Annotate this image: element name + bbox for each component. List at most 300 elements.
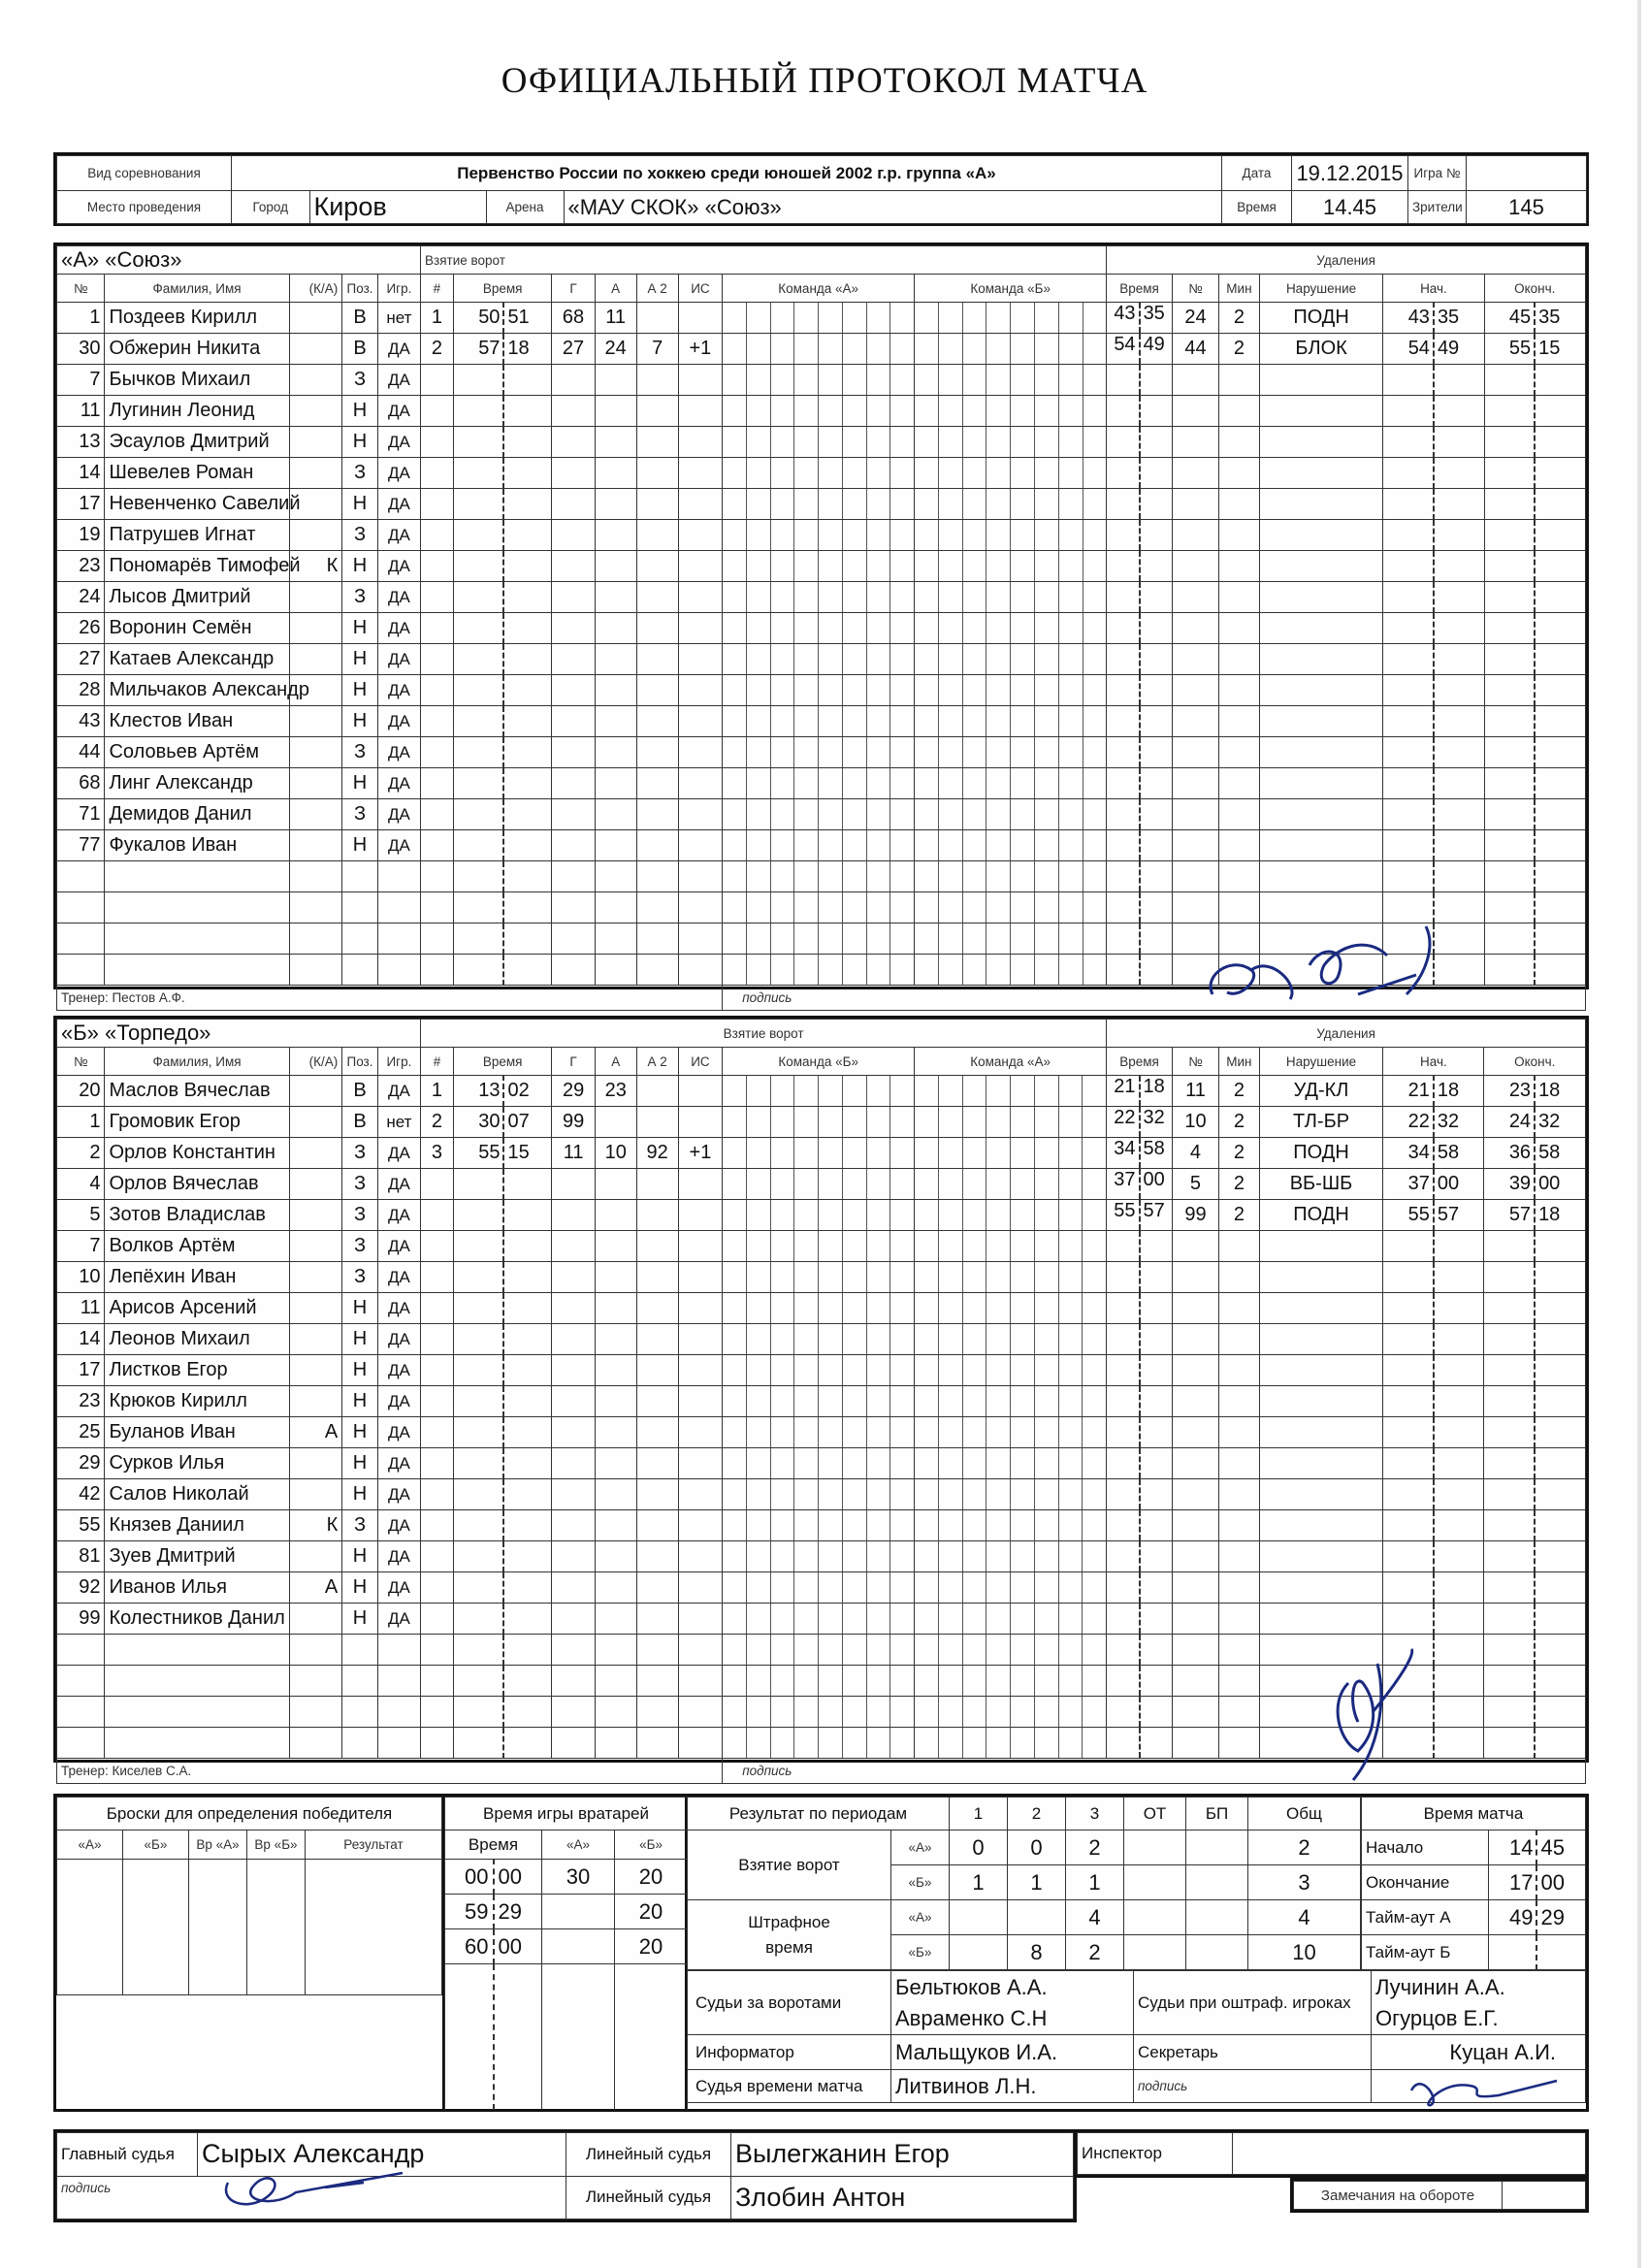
goal-situation bbox=[678, 830, 723, 861]
player-number: 19 bbox=[57, 520, 105, 551]
goal-index bbox=[421, 1200, 454, 1231]
summary-block bbox=[53, 1794, 1589, 2112]
goal-assist-1 bbox=[595, 768, 636, 799]
player-name-text: Шевелев Роман bbox=[109, 462, 254, 483]
penalty-end-min bbox=[1484, 1324, 1535, 1355]
player-played: ДА bbox=[377, 1448, 420, 1479]
penalty-minutes bbox=[1219, 955, 1260, 986]
player-number: 44 bbox=[57, 737, 105, 768]
goal-sec bbox=[503, 768, 551, 799]
player-captain-mark bbox=[289, 799, 342, 830]
goal-index bbox=[421, 1293, 454, 1324]
goal-assist-2 bbox=[636, 1386, 678, 1417]
penalty-sec bbox=[1139, 1541, 1172, 1571]
penalty-start-min: 34 bbox=[1383, 1138, 1434, 1169]
goal-scorer bbox=[552, 1262, 595, 1293]
goal-assist-2 bbox=[636, 1417, 678, 1448]
goal-assist-1 bbox=[595, 955, 636, 986]
shootout-title: Броски для определения победителя bbox=[57, 1798, 442, 1831]
player-name bbox=[105, 582, 289, 613]
lineup-grid-cell bbox=[723, 737, 915, 768]
penalty-violation bbox=[1259, 1635, 1383, 1666]
goal-scorer bbox=[552, 1355, 595, 1386]
goal-assist-1 bbox=[595, 1107, 636, 1138]
period-value bbox=[950, 1900, 1008, 1935]
penalty-end-min bbox=[1484, 861, 1535, 892]
goal-assist-1 bbox=[595, 830, 636, 861]
goal-sec bbox=[503, 1293, 551, 1324]
goal-scorer: 99 bbox=[552, 1107, 595, 1138]
penalty-min bbox=[1107, 768, 1138, 798]
penalty-min bbox=[1107, 427, 1138, 457]
player-position: В bbox=[342, 303, 377, 334]
penalty-start-sec bbox=[1434, 737, 1484, 768]
goal-assist-2 bbox=[636, 1479, 678, 1510]
penalty-start-sec bbox=[1434, 1572, 1484, 1604]
penalty-time bbox=[1107, 768, 1173, 799]
goal-situation bbox=[678, 613, 723, 644]
goal-assist-2 bbox=[636, 1355, 678, 1386]
player-name-text: Салов Николай bbox=[109, 1483, 249, 1505]
goal-sec bbox=[503, 675, 551, 706]
penalty-minutes bbox=[1219, 1231, 1260, 1262]
goal-index bbox=[421, 1666, 454, 1697]
goal-assist-2 bbox=[636, 768, 678, 799]
lineup-grid-cell bbox=[723, 1169, 915, 1200]
player-played: ДА bbox=[377, 1510, 420, 1541]
penalty-time bbox=[1107, 1355, 1173, 1386]
penalty-sec bbox=[1139, 427, 1172, 457]
player-captain-mark bbox=[289, 830, 342, 861]
player-name bbox=[105, 1697, 289, 1728]
lineup-grid-cell bbox=[723, 1448, 915, 1479]
goal-assist-1 bbox=[595, 1572, 636, 1604]
period-value: 4 bbox=[1066, 1900, 1124, 1935]
penalty-minutes bbox=[1219, 551, 1260, 582]
player-number: 11 bbox=[57, 396, 105, 427]
column-header: Нарушение bbox=[1259, 275, 1383, 303]
penalty-min bbox=[1107, 861, 1138, 891]
lineup-grid-cell bbox=[915, 923, 1107, 955]
player-captain-mark bbox=[289, 768, 342, 799]
penalty-min bbox=[1107, 706, 1138, 736]
goal-situation bbox=[678, 1076, 723, 1107]
player-position bbox=[342, 1635, 377, 1666]
player-position: Н bbox=[342, 489, 377, 520]
goal-sec bbox=[503, 1355, 551, 1386]
player-captain-mark bbox=[289, 1138, 342, 1169]
penalty-minutes bbox=[1219, 1604, 1260, 1635]
goal-assist-2 bbox=[636, 737, 678, 768]
player-number: 23 bbox=[57, 551, 105, 582]
goal-index bbox=[421, 1169, 454, 1200]
player-captain-mark bbox=[289, 613, 342, 644]
goalie-b: 20 bbox=[615, 1929, 688, 1964]
period-value: 1 bbox=[950, 1865, 1008, 1900]
penalty-min bbox=[1107, 1324, 1138, 1354]
lineup-grid-cell bbox=[723, 1324, 915, 1355]
penalty-minutes bbox=[1219, 489, 1260, 520]
goal-index bbox=[421, 1479, 454, 1510]
penalty-end-sec bbox=[1535, 1448, 1585, 1479]
goal-sec bbox=[503, 1666, 551, 1697]
player-position bbox=[342, 923, 377, 955]
player-number: 99 bbox=[57, 1604, 105, 1635]
penalty-start-min bbox=[1383, 1417, 1434, 1448]
goal-sec bbox=[503, 830, 551, 861]
goal-assist-1 bbox=[595, 365, 636, 396]
goal-min bbox=[453, 1200, 503, 1231]
penalty-end-sec bbox=[1535, 706, 1585, 737]
penalty-start-sec: 58 bbox=[1434, 1138, 1484, 1169]
penalty-end-sec bbox=[1535, 489, 1585, 520]
penalty-start-sec bbox=[1434, 1510, 1484, 1541]
goal-index bbox=[421, 582, 454, 613]
player-name-text: Катаев Александр bbox=[109, 648, 275, 669]
penalty-minutes bbox=[1219, 396, 1260, 427]
column-header: № bbox=[1172, 275, 1218, 303]
penalty-start-sec bbox=[1434, 799, 1484, 830]
penalty-end-min bbox=[1484, 1666, 1535, 1697]
goal-min bbox=[453, 1293, 503, 1324]
penalty-end-sec bbox=[1535, 768, 1585, 799]
player-number: 7 bbox=[57, 1231, 105, 1262]
lineup-grid-cell bbox=[723, 1138, 915, 1169]
penalty-end-sec bbox=[1535, 1262, 1585, 1293]
penalty-end-sec: 18 bbox=[1535, 1076, 1585, 1107]
player-position: Н bbox=[342, 1604, 377, 1635]
column-header: # bbox=[421, 1048, 454, 1076]
penalty-player bbox=[1172, 1231, 1218, 1262]
goal-assist-2 bbox=[636, 1604, 678, 1635]
penalty-player bbox=[1172, 365, 1218, 396]
sign-label: подпись bbox=[1134, 2070, 1372, 2103]
goalie-b: 20 bbox=[615, 1895, 688, 1929]
lineup-grid-cell bbox=[915, 706, 1107, 737]
player-number: 29 bbox=[57, 1448, 105, 1479]
lineup-grid-cell bbox=[915, 1635, 1107, 1666]
goal-situation bbox=[678, 1293, 723, 1324]
period-col: БП bbox=[1186, 1798, 1248, 1831]
goal-judges-label: Судьи за воротами bbox=[688, 1971, 891, 2035]
player-name-text: Невенченко Савелий bbox=[109, 493, 301, 514]
penalty-player bbox=[1172, 1479, 1218, 1510]
lineup-grid-cell bbox=[723, 1293, 915, 1324]
player-number: 23 bbox=[57, 1386, 105, 1417]
goal-index bbox=[421, 427, 454, 458]
goal-situation bbox=[678, 520, 723, 551]
player-played bbox=[377, 1697, 420, 1728]
penalty-violation bbox=[1259, 892, 1383, 923]
player-captain-mark bbox=[289, 1107, 342, 1138]
goal-scorer bbox=[552, 1728, 595, 1759]
player-name bbox=[105, 303, 289, 334]
team-name: «А» «Союз» bbox=[57, 246, 421, 275]
goal-sec bbox=[503, 1386, 551, 1417]
player-captain-mark bbox=[289, 644, 342, 675]
penalty-minutes bbox=[1219, 1479, 1260, 1510]
lineup-grid-cell bbox=[915, 1386, 1107, 1417]
penalty-start-sec bbox=[1434, 582, 1484, 613]
column-header: ИС bbox=[678, 1048, 723, 1076]
goal-sec bbox=[503, 1231, 551, 1262]
player-position bbox=[342, 1728, 377, 1759]
goal-assist-2 bbox=[636, 582, 678, 613]
penalty-time bbox=[1107, 1604, 1173, 1635]
penalty-player bbox=[1172, 613, 1218, 644]
penalty-player bbox=[1172, 1448, 1218, 1479]
penalty-end-min bbox=[1484, 1572, 1535, 1604]
goal-min bbox=[453, 1635, 503, 1666]
coach-name: Тренер: Киселев С.А. bbox=[57, 1759, 723, 1784]
penalty-time bbox=[1107, 1386, 1173, 1417]
player-captain-mark bbox=[289, 1076, 342, 1107]
referee-block bbox=[53, 2129, 1077, 2222]
penalty-end-min bbox=[1484, 1728, 1535, 1759]
penalty-sec bbox=[1139, 1728, 1172, 1758]
penalty-start-min bbox=[1383, 830, 1434, 861]
penalty-min bbox=[1107, 1541, 1138, 1571]
goal-scorer bbox=[552, 613, 595, 644]
player-name bbox=[105, 768, 289, 799]
player-name-text: Бычков Михаил bbox=[109, 369, 251, 390]
penalty-player bbox=[1172, 1697, 1218, 1728]
penalty-minutes bbox=[1219, 1572, 1260, 1604]
penalty-player: 5 bbox=[1172, 1169, 1218, 1200]
period-value bbox=[1124, 1935, 1186, 1970]
goal-assist-2: 92 bbox=[636, 1138, 678, 1169]
goal-assist-2 bbox=[636, 955, 678, 986]
lineup-grid-cell bbox=[915, 1728, 1107, 1759]
goal-sec bbox=[503, 799, 551, 830]
goal-min bbox=[453, 489, 503, 520]
goal-sec bbox=[503, 1697, 551, 1728]
goal-sec bbox=[503, 489, 551, 520]
penalty-sec: 49 bbox=[1139, 334, 1172, 364]
goal-index bbox=[421, 396, 454, 427]
column-header: (К/А) bbox=[289, 1048, 342, 1076]
player-captain-mark bbox=[289, 737, 342, 768]
player-name bbox=[105, 644, 289, 675]
goalie-time-title: Время игры вратарей bbox=[445, 1798, 688, 1831]
team-b-block bbox=[53, 1016, 1589, 1778]
penalty-violation bbox=[1259, 861, 1383, 892]
goal-situation bbox=[678, 1510, 723, 1541]
penalty-sec bbox=[1139, 675, 1172, 705]
penalty-start-min: 21 bbox=[1383, 1076, 1434, 1107]
player-name bbox=[105, 1231, 289, 1262]
penalty-min bbox=[1107, 1231, 1138, 1261]
lineup-grid-cell bbox=[915, 520, 1107, 551]
period-value bbox=[1124, 1831, 1186, 1865]
goal-min bbox=[453, 923, 503, 955]
penalty-player bbox=[1172, 1635, 1218, 1666]
player-name-text: Демидов Данил bbox=[109, 803, 252, 825]
penalty-end-sec bbox=[1535, 799, 1585, 830]
penalty-end-min bbox=[1484, 830, 1535, 861]
penalty-min bbox=[1107, 1572, 1138, 1603]
lineup-grid-cell bbox=[915, 861, 1107, 892]
match-time-hour: 14 bbox=[1488, 1831, 1536, 1865]
goal-index bbox=[421, 1386, 454, 1417]
player-number: 30 bbox=[57, 334, 105, 365]
date-label: Дата bbox=[1222, 156, 1292, 191]
goal-assist-1 bbox=[595, 396, 636, 427]
player-position: З bbox=[342, 1169, 377, 1200]
penalty-start-sec bbox=[1434, 1697, 1484, 1728]
linesman-label-1: Линейный судья bbox=[566, 2133, 731, 2177]
penalty-judge-1: Лучинин А.А. bbox=[1375, 1974, 1505, 1999]
goal-scorer bbox=[552, 1169, 595, 1200]
penalty-sec: 57 bbox=[1139, 1200, 1172, 1230]
goal-min bbox=[453, 1386, 503, 1417]
coach-signature-label: подпись bbox=[723, 1759, 1586, 1784]
penalty-start-sec bbox=[1434, 955, 1484, 986]
lineup-grid-cell bbox=[723, 1076, 915, 1107]
player-number: 17 bbox=[57, 1355, 105, 1386]
player-number bbox=[57, 1635, 105, 1666]
penalty-time bbox=[1107, 1572, 1173, 1604]
penalty-end-sec bbox=[1535, 923, 1585, 955]
penalty-time bbox=[1107, 923, 1173, 955]
goal-sec bbox=[503, 582, 551, 613]
goal-situation bbox=[678, 1200, 723, 1231]
goal-assist-1 bbox=[595, 1324, 636, 1355]
period-value: 1 bbox=[1008, 1865, 1066, 1900]
penalty-start-sec: 49 bbox=[1434, 334, 1484, 365]
penalty-start-min: 43 bbox=[1383, 303, 1434, 334]
inspector-label: Инспектор bbox=[1078, 2133, 1233, 2175]
penalty-min bbox=[1107, 1262, 1138, 1292]
penalty-time bbox=[1107, 830, 1173, 861]
player-name-text: Буланов Иван bbox=[109, 1421, 236, 1442]
player-name bbox=[105, 1479, 289, 1510]
goal-situation bbox=[678, 396, 723, 427]
referee-sign-label: подпись bbox=[57, 2176, 566, 2219]
player-name bbox=[105, 396, 289, 427]
column-header: Оконч. bbox=[1484, 1048, 1586, 1076]
goal-min bbox=[453, 892, 503, 923]
match-time-label: Начало bbox=[1362, 1831, 1489, 1865]
goal-assist-2 bbox=[636, 892, 678, 923]
shootout-col: «Б» bbox=[123, 1831, 189, 1860]
player-name bbox=[105, 892, 289, 923]
goal-assist-1 bbox=[595, 1635, 636, 1666]
penalty-time bbox=[1107, 1448, 1173, 1479]
player-name-text: Клестов Иван bbox=[109, 710, 234, 731]
penalty-start-sec bbox=[1434, 1666, 1484, 1697]
period-value: 2 bbox=[1066, 1831, 1124, 1865]
goal-sec bbox=[503, 613, 551, 644]
penalty-violation bbox=[1259, 706, 1383, 737]
lineup-grid-cell bbox=[915, 489, 1107, 520]
penalty-minutes bbox=[1219, 1324, 1260, 1355]
penalty-minutes bbox=[1219, 1541, 1260, 1572]
player-played: ДА bbox=[377, 1169, 420, 1200]
goal-scorer bbox=[552, 1479, 595, 1510]
goal-situation bbox=[678, 1728, 723, 1759]
goal-assist-1 bbox=[595, 1448, 636, 1479]
player-name bbox=[105, 1572, 289, 1604]
penalty-end-min bbox=[1484, 955, 1535, 986]
goalie-b: 20 bbox=[615, 1860, 688, 1895]
lineup-grid-cell bbox=[723, 675, 915, 706]
penalty-start-min bbox=[1383, 1231, 1434, 1262]
player-number bbox=[57, 1697, 105, 1728]
shootout-col: Вр «А» bbox=[189, 1831, 247, 1860]
goal-min bbox=[453, 1479, 503, 1510]
penalty-min: 43 bbox=[1114, 303, 1136, 324]
match-time-hour bbox=[1488, 1935, 1536, 1970]
player-captain-mark bbox=[289, 1479, 342, 1510]
goal-min bbox=[453, 1666, 503, 1697]
penalty-end-min: 55 bbox=[1484, 334, 1535, 365]
goal-scorer bbox=[552, 1666, 595, 1697]
goal-min bbox=[453, 1417, 503, 1448]
penalty-time bbox=[1107, 1479, 1173, 1510]
goal-situation bbox=[678, 458, 723, 489]
player-position bbox=[342, 955, 377, 986]
goal-index bbox=[421, 1448, 454, 1479]
penalty-end-sec: 18 bbox=[1535, 1200, 1585, 1231]
penalty-end-min bbox=[1484, 923, 1535, 955]
penalty-sec bbox=[1139, 1386, 1172, 1416]
match-time-label: Окончание bbox=[1362, 1865, 1489, 1900]
player-number: 1 bbox=[57, 303, 105, 334]
lineup-grid-cell bbox=[915, 1572, 1107, 1604]
player-played: ДА bbox=[377, 1200, 420, 1231]
goal-situation bbox=[678, 1355, 723, 1386]
penalty-player bbox=[1172, 582, 1218, 613]
time-label: Время bbox=[1222, 191, 1292, 224]
penalty-start-sec bbox=[1434, 830, 1484, 861]
penalty-end-sec bbox=[1535, 1604, 1585, 1635]
player-position: В bbox=[342, 1107, 377, 1138]
goal-min bbox=[453, 1510, 503, 1541]
column-header: А bbox=[595, 1048, 636, 1076]
player-number: 25 bbox=[57, 1417, 105, 1448]
player-position: Н bbox=[342, 1448, 377, 1479]
player-name-text: Волков Артём bbox=[109, 1235, 236, 1256]
goal-sec: 51 bbox=[503, 303, 551, 334]
penalty-end-sec bbox=[1535, 1510, 1585, 1541]
goal-min bbox=[453, 1231, 503, 1262]
player-position: Н bbox=[342, 396, 377, 427]
player-name-text: Воронин Семён bbox=[109, 617, 252, 638]
lineup-grid-cell bbox=[915, 1417, 1107, 1448]
goal-assist-1 bbox=[595, 1293, 636, 1324]
goal-min bbox=[453, 582, 503, 613]
player-number: 2 bbox=[57, 1138, 105, 1169]
header-block bbox=[53, 152, 1589, 226]
player-number: 27 bbox=[57, 644, 105, 675]
player-name-text: Князев Даниил bbox=[109, 1514, 244, 1536]
penalty-end-min bbox=[1484, 613, 1535, 644]
penalty-time bbox=[1107, 365, 1173, 396]
goal-assist-2 bbox=[636, 1448, 678, 1479]
penalty-start-sec bbox=[1434, 1417, 1484, 1448]
player-played: ДА bbox=[377, 1324, 420, 1355]
goal-assist-1 bbox=[595, 799, 636, 830]
penalty-end-sec bbox=[1535, 1635, 1585, 1666]
goal-min bbox=[453, 737, 503, 768]
player-played: ДА bbox=[377, 396, 420, 427]
goalie-a bbox=[542, 1895, 615, 1929]
goal-sec bbox=[503, 365, 551, 396]
goal-index bbox=[421, 644, 454, 675]
penalty-time bbox=[1107, 1231, 1173, 1262]
penalty-min bbox=[1107, 1479, 1138, 1509]
